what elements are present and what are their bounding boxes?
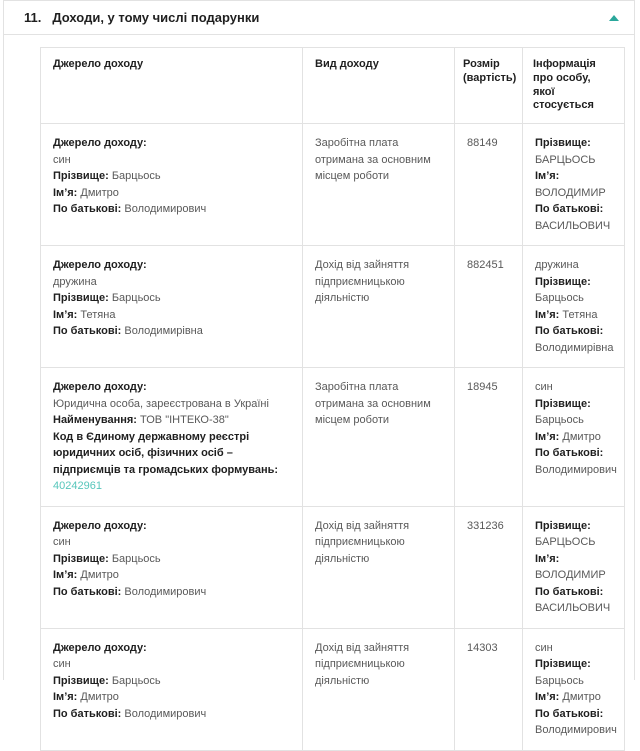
column-header-amount: Розмір (вартість) [455,48,523,124]
chevron-up-icon-shape [609,15,619,21]
field-value: БАРЦЬОСЬ [535,153,596,166]
field-value: Володимирівна [124,325,203,337]
amount-cell [455,628,523,750]
table-header-row [41,48,625,124]
income-type-text: Дохід від зайняття підприємницькою діяльністю [315,641,410,687]
section-number: 11. [24,10,42,25]
field-line [53,323,290,340]
table-row [41,368,625,507]
field-label: Прізвище: [535,137,591,149]
field-line [535,656,612,689]
column-header-person: Інформація про особу, якої стосується [523,48,625,124]
amount-cell [455,246,523,368]
field-line [535,706,617,739]
field-line [535,518,612,551]
field-value: ВАСИЛЬОВИЧ [535,602,611,614]
field-label: Прізвище: [535,658,591,670]
field-line [535,257,612,274]
field-value: Володимирович [124,707,207,720]
field-label: Прізвище: [53,674,109,687]
source-cell-title: Джерело доходу: [53,519,147,532]
income-table [40,47,625,751]
field-value: Барцьось [111,292,161,304]
field-label: Прізвище: [53,292,109,304]
field-line [53,689,290,706]
field-label: Ім’я: [535,691,560,703]
field-line [53,584,290,601]
field-value: Володимирович [124,585,207,598]
field-label: Ім’я: [53,308,78,321]
field-label: Прізвище: [535,397,591,410]
field-line [53,429,290,479]
column-header-type: Вид доходу [303,48,455,124]
field-line [53,396,290,413]
income-type-cell [303,124,455,246]
amount-cell [455,506,523,628]
income-type-cell [303,628,455,750]
field-value: БАРЦЬОСЬ [535,536,596,548]
field-label: По батькові: [535,203,604,215]
income-source-cell [41,246,303,368]
field-label: Ім’я: [535,430,560,443]
person-cell [523,628,625,750]
field-line [535,445,617,478]
field-value: син [535,641,553,654]
field-line [535,396,612,429]
field-value: ВОЛОДИМИР [535,186,606,199]
field-line [53,185,290,202]
field-value: Тетяна [562,308,598,321]
field-value: син [53,153,71,166]
field-value: Барцьось [111,170,161,182]
field-value: Барцьось [535,674,584,687]
field-line [53,168,290,185]
field-value: Барцьось [535,414,584,426]
field-label: Ім’я: [535,552,560,565]
source-cell-title: Джерело доходу: [53,641,147,654]
field-value: Володимирівна [535,341,614,354]
income-type-text: Заробітна плата отримана за основним місцем роботи [315,137,431,182]
field-line [535,379,612,396]
amount-value: 14303 [467,641,498,654]
income-section-card [3,0,635,736]
field-value: Дмитро [80,569,119,581]
field-line [535,135,612,168]
person-cell [523,246,625,368]
field-line [535,323,612,356]
table-row [41,506,625,628]
income-source-cell [41,368,303,507]
field-line [535,307,612,324]
field-label: По батькові: [535,325,604,337]
field-label: Ім’я: [53,569,78,581]
field-label: По батькові: [535,447,604,459]
field-value: син [53,536,71,548]
edrpou-code-link[interactable]: 40242961 [53,480,102,492]
person-cell [523,506,625,628]
field-line [53,274,290,291]
amount-value: 88149 [467,137,498,149]
field-line [53,290,290,307]
source-cell-title: Джерело доходу: [53,137,147,149]
field-line [53,551,290,568]
field-line [535,274,612,307]
field-value: Володимирович [124,203,207,215]
source-cell-title: Джерело доходу: [53,381,147,393]
field-value: Володимирович [535,724,617,736]
field-label: Найменування: [53,414,137,426]
field-label: Ім’я: [53,691,78,703]
field-label: Прізвище: [535,275,591,288]
income-source-cell [41,628,303,750]
field-line [53,152,290,169]
field-label: Ім’я: [535,308,560,321]
field-line [53,478,290,495]
field-value: Дмитро [80,691,119,703]
field-label: Прізвище: [535,519,591,532]
field-value: Дмитро [562,691,601,703]
field-value: дружина [53,275,97,288]
field-line [535,429,612,446]
field-line [535,551,612,584]
field-value: ВОЛОДИМИР [535,569,606,581]
field-label: Ім’я: [53,186,78,199]
field-line [53,656,290,673]
field-label: По батькові: [53,707,122,720]
field-line [53,201,290,218]
field-label: Код в Єдиному державному реєстрі юридичних осіб, фізичних осіб – підприємців та громадських формувань: [53,430,279,476]
field-value: Юридична особа, зареєстрована в Україні [53,397,269,410]
income-type-cell [303,368,455,507]
field-value: ТОВ "ІНТЕКО-38" [140,414,229,426]
field-value: Володимирович [535,463,617,476]
field-line [53,307,290,324]
field-value: Барцьось [111,674,161,687]
source-cell-title: Джерело доходу: [53,259,147,271]
table-row [41,246,625,368]
field-value: Дмитро [562,430,601,443]
person-cell [523,368,625,507]
field-label: Прізвище: [53,170,109,182]
column-header-source: Джерело доходу [41,48,303,124]
field-value: син [535,381,553,393]
field-line [53,706,290,723]
field-label: По батькові: [535,585,604,598]
field-value: син [53,658,71,670]
amount-value: 331236 [467,519,504,532]
income-table-body [41,124,625,751]
field-value: Тетяна [80,308,116,321]
section-title: Доходи, у тому числі подарунки [52,10,260,25]
field-label: Ім’я: [535,170,560,182]
field-line [535,584,612,617]
amount-value: 18945 [467,381,498,393]
amount-value: 882451 [467,259,504,271]
field-label: По батькові: [535,707,604,720]
field-value: Барцьось [535,292,584,304]
field-line [535,201,612,234]
chevron-up-icon[interactable] [606,10,622,26]
field-value: Барцьось [111,552,161,565]
income-type-text: Дохід від зайняття підприємницькою діяльністю [315,259,410,304]
field-label: По батькові: [53,325,122,337]
table-row [41,628,625,750]
field-value: ВАСИЛЬОВИЧ [535,219,611,232]
income-type-cell [303,246,455,368]
field-line [53,412,290,429]
field-line [53,567,290,584]
income-type-text: Дохід від зайняття підприємницькою діяльністю [315,519,410,565]
field-line [535,640,612,657]
income-type-cell [303,506,455,628]
amount-cell [455,124,523,246]
field-line [535,689,612,706]
field-label: По батькові: [53,585,122,598]
field-label: По батькові: [53,203,122,215]
amount-cell [455,368,523,507]
field-line [535,168,612,201]
field-line [53,673,290,690]
field-value: Дмитро [80,186,119,199]
field-value: дружина [535,259,579,271]
section-header [4,1,634,35]
income-type-text: Заробітна плата отримана за основним місцем роботи [315,381,431,426]
field-line [53,534,290,551]
income-source-cell [41,124,303,246]
person-cell [523,124,625,246]
income-source-cell [41,506,303,628]
field-label: Прізвище: [53,552,109,565]
table-row [41,124,625,246]
